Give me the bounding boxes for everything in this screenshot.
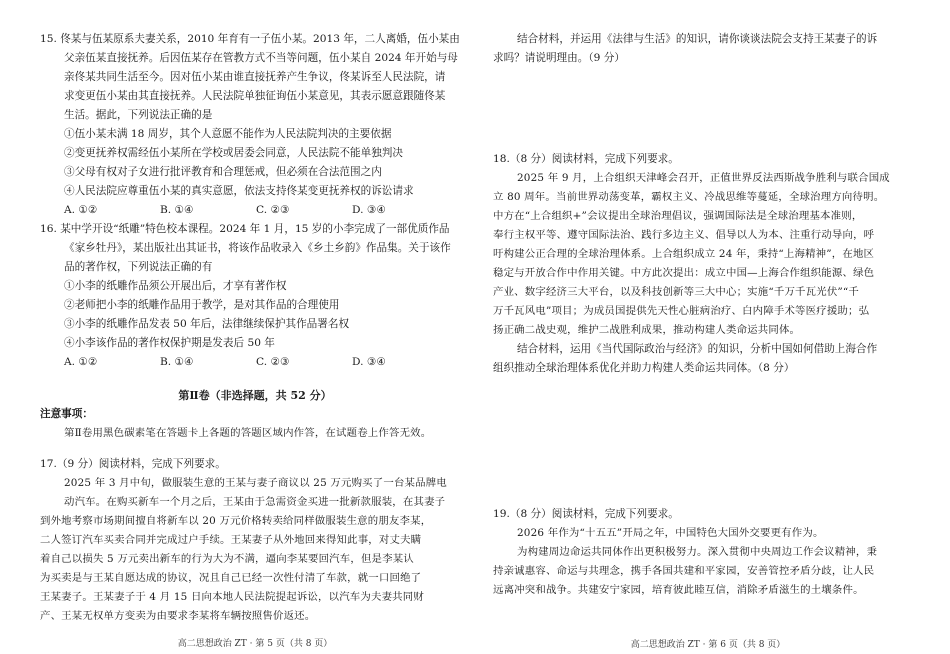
section-title: 第Ⅱ卷（非选择题，共 52 分）	[178, 389, 332, 402]
right-page	[493, 0, 923, 654]
q18-material-line-4: 奉行主权平等、遵守国际法治、践行多边主义、倡导以人为本、注重行动导向，呼	[493, 229, 875, 241]
q16-line-1: 16. 某中学开设“纸雕”特色校本课程。2024 年 1 月，15 岁的小李完成了一部优质作品	[40, 223, 450, 235]
q15-option-c[interactable]: C. ②③	[256, 204, 290, 216]
q15-option-d[interactable]: D. ③④	[352, 204, 386, 216]
q18-material-line-9: 扬正确二战史观，维护二战胜利成果，推动构建人类命运共同体。	[493, 324, 801, 336]
left-page-extra	[40, 0, 470, 654]
q18-heading: 18.（8 分）阅读材料，完成下列要求。	[493, 153, 679, 165]
q16-statement-1: ①小李的纸雕作品须公开展出后，才享有著作权	[64, 280, 287, 292]
q16-option-b[interactable]: B. ①④	[160, 356, 194, 368]
q18-material-line-1: 2025 年 9 月，上合组织天津峰会召开，正值世界反法西斯战争胜利与联合国成	[517, 172, 890, 184]
q15-line-1: 15. 佟某与伍某原系夫妻关系，2010 年育有一子伍小某。2013 年，二人离婚，伍小某由	[40, 33, 460, 45]
q17-task-line-2: 求吗？请说明理由。（9 分）	[493, 52, 625, 64]
right-page-footer: 高二思想政治 ZT · 第 6 页（共 8 页）	[630, 640, 786, 650]
q17-material-line-7: 王某妻子。王某妻子于 4 月 15 日向本地人民法院提起诉讼，以汽车为夫妻共同财	[40, 591, 424, 603]
q18-material-line-5: 吁构建公正合理的全球治理体系。上合组织成立 24 年，秉持“上海精神”，在地区	[493, 248, 875, 260]
notice-text: 第Ⅱ卷用黑色碳素笔在答题卡上各题的答题区域内作答，在试题卷上作答无效。	[64, 427, 432, 439]
q17-material-line-4: 二人签订汽车买卖合同并完成过户手续。王某妻子从外地回来得知此事，对丈夫瞒	[40, 534, 422, 546]
q18-task-line-1: 结合材料，运用《当代国际政治与经济》的知识，分析中国如何借助上海合作	[517, 343, 878, 355]
q16-statement-4: ④小李该作品的著作权保护期是发表后 50 年	[64, 337, 275, 349]
q16-line-3: 品的著作权，下列说法正确的有	[64, 261, 213, 273]
q15-option-a[interactable]: A. ①②	[64, 204, 98, 216]
q17-material-line-6: 为买卖是与王某自愿达成的协议，况且自己已经一次性付清了车款，就一口回绝了	[40, 572, 422, 584]
q16-option-d[interactable]: D. ③④	[352, 356, 386, 368]
notice-title: 注意事项：	[40, 408, 93, 420]
q18-material-line-6: 稳定与开放合作中作用关键。中方此次提出：成立中国—上海合作组织能源、绿色	[493, 267, 875, 279]
q16-option-c[interactable]: C. ②③	[256, 356, 290, 368]
q16-statement-2: ②老师把小李的纸雕作品用于教学，是对其作品的合理使用	[64, 299, 340, 311]
left-page-footer: 高二思想政治 ZT · 第 5 页（共 8 页）	[177, 639, 333, 649]
q17-material-line-5: 着自己以损失 5 万元卖出新车的行为大为不满，逼向李某要回汽车，但是李某认	[40, 553, 414, 565]
q15-statement-1: ①伍小某未满 18 周岁，其个人意愿不能作为人民法院判决的主要依据	[64, 128, 392, 140]
q17-material-line-3: 到外地考察市场期间擅自将新车以 20 万元价格转卖给同样做服装生意的朋友李某，	[40, 515, 432, 527]
q19-material-line-1: 2026 年作为“十五五”开局之年，中国特色大国外交要更有作为。	[517, 527, 824, 539]
q15-statement-3: ③父母有权对子女进行批评教育和合理惩戒，但必须在合法范围之内	[64, 166, 382, 178]
q19-material-line-2: 为构建周边命运共同体作出更积极努力。深入贯彻中央周边工作会议精神，秉	[517, 546, 878, 558]
q15-statement-4: ④人民法院应尊重伍小某的真实意愿，依法支持佟某变更抚养权的诉讼请求	[64, 185, 414, 197]
q17-heading: 17.（9 分）阅读材料，完成下列要求。	[40, 458, 226, 470]
q18-task-line-2: 组织推动全球治理体系优化并助力构建人类命运共同体。（8 分）	[493, 362, 795, 374]
q17-material-line-8: 产、王某无权单方变卖为由要求李某将车辆按照售价返还。	[40, 610, 316, 622]
q18-material-line-2: 立 80 周年。当前世界动荡变革，霸权主义、冷战思维等蔓延，全球治理方向待明。	[493, 191, 885, 203]
q18-material-line-8: 万千瓦风电”项目；为成员国提供先天性心脏病治疗、白内障手术等医疗援助；弘	[493, 305, 870, 317]
q15-line-4: 求变更伍小某由其直接抚养。人民法院单独征询伍小某意见，其表示愿意跟随佟某	[64, 90, 446, 102]
q15-line-3: 亲佟某共同生活至今。因对伍小某由谁直接抚养产生争议，佟某诉至人民法院，请	[64, 71, 446, 83]
q15-line-2: 父亲伍某直接抚养。后因伍某存在管教方式不当等问题，伍小某自 2024 年开始与母	[64, 52, 458, 64]
q18-material-line-7: 产业、数字经济三大平台，以及科技创新等三大中心；实施“千万千瓦光伏”“千	[493, 286, 860, 298]
q15-statement-2: ②变更抚养权需经伍小某所在学校或居委会同意，人民法院不能单独判决	[64, 147, 403, 159]
q17-material-line-1: 2025 年 3 月中旬，做服装生意的王某与妻子商议以 25 万元购买了一台某品牌电	[64, 477, 447, 489]
q19-material-line-3: 持亲诚惠容、命运与共理念，携手各国共建和平家园，安善管控矛盾分歧，让人民	[493, 565, 875, 577]
q18-material-line-3: 中方在“上合组织+”会议提出全球治理倡议，强调国际法是全球治理基本准则，	[493, 210, 863, 222]
q15-line-5: 生活。据此，下列说法正确的是	[64, 109, 213, 121]
q17-task-line-1: 结合材料，并运用《法律与生活》的知识，请你谈谈法院会支持王某妻子的诉	[517, 33, 878, 45]
q19-material-line-4: 远离冲突和战争。共建安宁家园，培育彼此睦互信，消除矛盾滋生的土壤条件。	[493, 584, 864, 596]
q16-line-2: 《家乡牡丹》，某出版社出其证书，将该作品收录入《乡土乡韵》作品集。关于该作	[64, 242, 451, 254]
q15-options	[64, 201, 448, 220]
q16-statement-3: ③小李的纸雕作品发表 50 年后，法律继续保护其作品署名权	[64, 318, 350, 330]
q17-material-line-2: 动汽车。在购买新车一个月之后，王某由于急需资金买进一批新款服装，在其妻子	[64, 496, 446, 508]
q16-option-a[interactable]: A. ①②	[64, 356, 98, 368]
q19-heading: 19.（8 分）阅读材料，完成下列要求。	[493, 508, 679, 520]
q15-option-b[interactable]: B. ①④	[160, 204, 194, 216]
